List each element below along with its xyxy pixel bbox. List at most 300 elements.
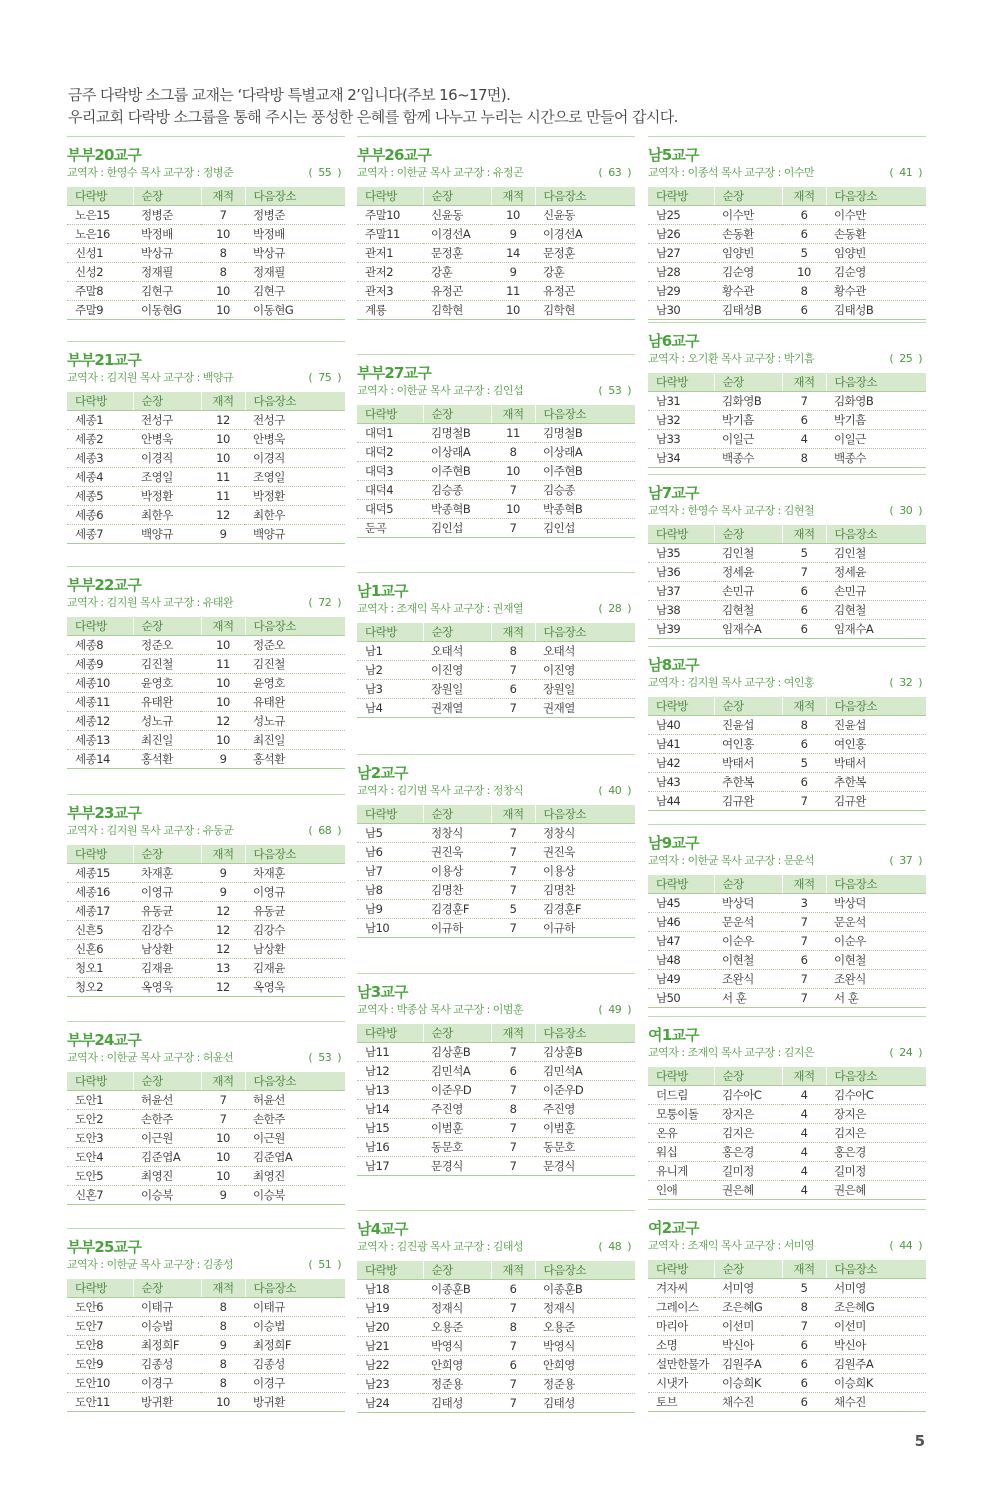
table-cell: 4: [782, 429, 826, 448]
table-cell: 7: [491, 1080, 535, 1099]
table-cell: 김종성: [133, 1354, 201, 1373]
table-row: [648, 410, 926, 429]
district-title: 부부20교구: [67, 146, 142, 164]
table-cell: 7: [782, 391, 826, 410]
table-cell: 권은혜: [826, 1180, 926, 1199]
table-cell: 7: [201, 1109, 245, 1128]
table-cell: 김경훈F: [535, 899, 635, 918]
table-cell: 5: [782, 543, 826, 562]
table-cell: 이경직: [133, 448, 201, 467]
table-cell: 황수관: [826, 281, 926, 300]
table-cell: 남37: [648, 581, 714, 600]
table-cell: 정재식: [423, 1298, 491, 1317]
table-cell: 7: [491, 660, 535, 679]
table-cell: 백종수: [714, 448, 782, 467]
table-row: [357, 1099, 635, 1118]
column-header: 재적: [782, 373, 826, 391]
table-cell: 10: [201, 673, 245, 692]
table-cell: 유정곤: [423, 281, 491, 300]
table-cell: 12: [201, 939, 245, 958]
table-cell: 박종혁B: [535, 499, 635, 518]
table-cell: 남40: [648, 715, 714, 734]
page-number: 5: [914, 1432, 925, 1450]
table-cell: 주말11: [357, 224, 423, 243]
table-cell: 8: [491, 442, 535, 461]
table-row: [67, 1090, 345, 1109]
district-table: [67, 1072, 345, 1205]
table-cell: 이상래A: [535, 442, 635, 461]
table-cell: 8: [201, 1316, 245, 1335]
table-cell: 정세윤: [826, 562, 926, 581]
district-group: [648, 824, 926, 1008]
table-cell: 6: [782, 772, 826, 791]
table-cell: 박상덕: [826, 893, 926, 912]
table-cell: 도안7: [67, 1316, 133, 1335]
table-cell: 12: [201, 410, 245, 429]
district-group: [67, 341, 345, 544]
table-cell: 안희영: [423, 1355, 491, 1374]
table-row: [357, 1374, 635, 1393]
column-header: 재적: [201, 1279, 245, 1297]
table-row: [357, 842, 635, 861]
table-row: [357, 461, 635, 480]
district-title: 여2교구: [648, 1219, 699, 1237]
district-title: 여1교구: [648, 1026, 699, 1044]
table-cell: 8: [201, 243, 245, 262]
table-row: [648, 543, 926, 562]
table-cell: 청오2: [67, 977, 133, 996]
table-cell: 조완식: [714, 969, 782, 988]
table-cell: 권은혜: [714, 1180, 782, 1199]
table-cell: 10: [491, 300, 535, 319]
table-cell: 조은혜G: [826, 1297, 926, 1316]
table-cell: 이동현G: [245, 300, 345, 319]
district-total: ( 32 ): [889, 676, 922, 689]
table-cell: 김인섭: [535, 518, 635, 537]
table-cell: 노은16: [67, 224, 133, 243]
table-row: [648, 1392, 926, 1411]
table-cell: 10: [782, 262, 826, 281]
district-staff: 교역자 : 김지원 목사 교구장 : 백양규: [67, 371, 234, 384]
district-info: [357, 1239, 635, 1255]
table-cell: 9: [201, 882, 245, 901]
table-cell: 10: [201, 224, 245, 243]
table-cell: 김규완: [714, 791, 782, 810]
table-cell: 14: [491, 243, 535, 262]
table-row: [648, 912, 926, 931]
table-cell: 계룡: [357, 300, 423, 319]
column-header: 다락방: [648, 373, 714, 391]
table-cell: 6: [782, 734, 826, 753]
district-total: ( 68 ): [308, 824, 341, 837]
table-cell: 진윤섭: [826, 715, 926, 734]
table-cell: 윤영호: [133, 673, 201, 692]
table-cell: 홍은경: [714, 1142, 782, 1161]
district-title: 부부25교구: [67, 1238, 142, 1256]
table-header-row: [648, 373, 926, 391]
table-cell: 유태완: [133, 692, 201, 711]
table-cell: 남28: [648, 262, 714, 281]
table-cell: 김학현: [423, 300, 491, 319]
table-cell: 도안11: [67, 1392, 133, 1411]
table-cell: 남8: [357, 880, 423, 899]
district-info: [648, 1238, 926, 1254]
table-cell: 장원일: [535, 679, 635, 698]
table-cell: 손민규: [714, 581, 782, 600]
table-header-row: [67, 617, 345, 635]
district-info: [67, 823, 345, 839]
table-cell: 채수진: [714, 1392, 782, 1411]
table-cell: 6: [491, 1061, 535, 1080]
table-cell: 이진영: [535, 660, 635, 679]
table-cell: 박태서: [714, 753, 782, 772]
table-cell: 유동균: [245, 901, 345, 920]
table-cell: 남22: [357, 1355, 423, 1374]
table-cell: 10: [201, 635, 245, 654]
district-table: [67, 617, 345, 769]
district-staff: 교역자 : 조재익 목사 교구장 : 김지은: [648, 1046, 815, 1059]
table-cell: 서미영: [714, 1278, 782, 1297]
district-title: 남6교구: [648, 332, 699, 350]
district-table: [648, 525, 926, 639]
column-header: 다음장소: [826, 525, 926, 543]
table-cell: 권진욱: [535, 842, 635, 861]
district-table: [67, 187, 345, 320]
table-cell: 남11: [357, 1042, 423, 1061]
column-header: 순장: [714, 875, 782, 893]
table-cell: 이준우D: [535, 1080, 635, 1099]
table-cell: 남10: [357, 918, 423, 937]
table-cell: 7: [201, 1090, 245, 1109]
table-cell: 박정환: [133, 486, 201, 505]
district-group: [67, 1021, 345, 1205]
district-table: [357, 805, 635, 938]
district-group: [357, 354, 635, 538]
table-cell: 세종2: [67, 429, 133, 448]
district-total: ( 48 ): [598, 1240, 631, 1253]
table-cell: 길미정: [826, 1161, 926, 1180]
table-cell: 세종14: [67, 749, 133, 768]
table-row: [357, 641, 635, 660]
table-row: [357, 262, 635, 281]
table-row: [67, 882, 345, 901]
table-cell: 세종4: [67, 467, 133, 486]
column-header: 다음장소: [826, 187, 926, 205]
table-cell: 이승법: [133, 1316, 201, 1335]
table-cell: 홍석환: [133, 749, 201, 768]
table-cell: 김명찬: [423, 880, 491, 899]
table-cell: 8: [782, 715, 826, 734]
table-row: [67, 1354, 345, 1373]
column-header: 순장: [714, 1260, 782, 1278]
table-cell: 7: [782, 912, 826, 931]
table-cell: 이경선A: [535, 224, 635, 243]
table-cell: 박기흠: [826, 410, 926, 429]
table-cell: 10: [201, 281, 245, 300]
column-header: 다락방: [67, 392, 133, 410]
column-header: 재적: [201, 1072, 245, 1090]
table-cell: 주진영: [423, 1099, 491, 1118]
table-cell: 남33: [648, 429, 714, 448]
table-cell: 추한복: [714, 772, 782, 791]
column-header: 재적: [201, 617, 245, 635]
table-row: [648, 1180, 926, 1199]
table-cell: 6: [782, 205, 826, 224]
table-row: [648, 562, 926, 581]
district-info: [357, 1002, 635, 1018]
table-row: [648, 243, 926, 262]
table-row: [648, 931, 926, 950]
district-staff: 교역자 : 이한균 목사 교구장 : 유정곤: [357, 166, 524, 179]
column-header: 다음장소: [245, 392, 345, 410]
table-cell: 최영진: [245, 1166, 345, 1185]
district-total: ( 53 ): [308, 1051, 341, 1064]
district-info: [648, 165, 926, 181]
table-cell: 유정곤: [535, 281, 635, 300]
table-cell: 박종혁B: [423, 499, 491, 518]
table-row: [648, 1335, 926, 1354]
table-row: [67, 1392, 345, 1411]
table-cell: 신혼7: [67, 1185, 133, 1204]
table-cell: 토브: [648, 1392, 714, 1411]
table-cell: 12: [201, 920, 245, 939]
table-cell: 김준엽A: [133, 1147, 201, 1166]
table-cell: 10: [201, 1147, 245, 1166]
table-header-row: [648, 697, 926, 715]
table-cell: 이승희K: [826, 1373, 926, 1392]
table-cell: 9: [201, 863, 245, 882]
table-cell: 김인철: [714, 543, 782, 562]
table-cell: 김수아C: [826, 1085, 926, 1104]
table-cell: 이일근: [714, 429, 782, 448]
district-info: [67, 1257, 345, 1273]
table-cell: 남45: [648, 893, 714, 912]
table-row: [357, 205, 635, 224]
column-header: 순장: [133, 1072, 201, 1090]
table-cell: 이상래A: [423, 442, 491, 461]
column-header: 다락방: [357, 405, 423, 423]
district-table: [648, 875, 926, 1008]
column-header: 다음장소: [826, 697, 926, 715]
district-title: 부부26교구: [357, 146, 432, 164]
column-header: 다음장소: [245, 187, 345, 205]
table-cell: 김현철: [714, 600, 782, 619]
table-row: [357, 1137, 635, 1156]
table-cell: 김순영: [826, 262, 926, 281]
table-row: [648, 281, 926, 300]
table-cell: 남16: [357, 1137, 423, 1156]
table-cell: 안병욱: [133, 429, 201, 448]
table-cell: 세종10: [67, 673, 133, 692]
district-table: [648, 697, 926, 811]
table-cell: 김태성B: [714, 300, 782, 319]
table-cell: 7: [782, 931, 826, 950]
table-cell: 장원일: [423, 679, 491, 698]
table-cell: 추한복: [826, 772, 926, 791]
table-cell: 남15: [357, 1118, 423, 1137]
district-staff: 교역자 : 이한균 목사 교구장 : 김종성: [67, 1258, 234, 1271]
district-title: 부부24교구: [67, 1031, 142, 1049]
table-cell: 관저1: [357, 243, 423, 262]
table-cell: 도안3: [67, 1128, 133, 1147]
table-cell: 김승종: [535, 480, 635, 499]
table-cell: 7: [491, 698, 535, 717]
table-row: [67, 1166, 345, 1185]
table-cell: 남47: [648, 931, 714, 950]
table-row: [648, 772, 926, 791]
table-cell: 4: [782, 1123, 826, 1142]
table-cell: 권재열: [535, 698, 635, 717]
table-cell: 최한우: [133, 505, 201, 524]
table-cell: 최진일: [133, 730, 201, 749]
table-cell: 남27: [648, 243, 714, 262]
table-cell: 차재훈: [133, 863, 201, 882]
table-cell: 문운석: [826, 912, 926, 931]
column-header: 다음장소: [245, 1279, 345, 1297]
table-row: [357, 880, 635, 899]
table-cell: 7: [491, 842, 535, 861]
table-cell: 정재식: [535, 1298, 635, 1317]
table-cell: 마리아: [648, 1316, 714, 1335]
table-cell: 오태석: [535, 641, 635, 660]
table-row: [648, 1161, 926, 1180]
table-cell: 남44: [648, 791, 714, 810]
table-cell: 김명철B: [535, 423, 635, 442]
table-cell: 11: [201, 654, 245, 673]
district-group: [357, 572, 635, 718]
table-cell: 남46: [648, 912, 714, 931]
district-group: [357, 754, 635, 938]
table-cell: 진윤섭: [714, 715, 782, 734]
table-cell: 그레이스: [648, 1297, 714, 1316]
table-cell: 김강수: [133, 920, 201, 939]
table-cell: 김수아C: [714, 1085, 782, 1104]
table-cell: 세종5: [67, 486, 133, 505]
table-cell: 김순영: [714, 262, 782, 281]
column-header: 재적: [491, 805, 535, 823]
table-header-row: [357, 1261, 635, 1279]
table-cell: 홍은경: [826, 1142, 926, 1161]
table-cell: 7: [491, 823, 535, 842]
table-row: [648, 1373, 926, 1392]
table-row: [67, 205, 345, 224]
table-cell: 온유: [648, 1123, 714, 1142]
table-cell: 11: [491, 281, 535, 300]
table-cell: 유태완: [245, 692, 345, 711]
table-cell: 손동환: [714, 224, 782, 243]
column-header: 다음장소: [535, 1024, 635, 1042]
table-cell: 김현철: [826, 600, 926, 619]
district-table: [357, 187, 635, 320]
table-cell: 박상규: [245, 243, 345, 262]
column-header: 순장: [423, 187, 491, 205]
table-cell: 청오1: [67, 958, 133, 977]
table-cell: 6: [491, 1279, 535, 1298]
table-cell: 7: [491, 518, 535, 537]
table-cell: 이근원: [245, 1128, 345, 1147]
district-info: [648, 351, 926, 367]
table-cell: 12: [201, 505, 245, 524]
table-row: [67, 711, 345, 730]
column-header: 순장: [133, 845, 201, 863]
column-header: 다락방: [648, 1067, 714, 1085]
table-cell: 둔곡: [357, 518, 423, 537]
table-cell: 10: [201, 1128, 245, 1147]
table-cell: 박기흠: [714, 410, 782, 429]
column-header: 순장: [714, 1067, 782, 1085]
table-row: [67, 300, 345, 319]
table-cell: 김명찬: [535, 880, 635, 899]
district-staff: 교역자 : 이한균 목사 교구장 : 김인섭: [357, 384, 524, 397]
table-cell: 신윤동: [535, 205, 635, 224]
column-header: 다음장소: [826, 373, 926, 391]
table-cell: 오용준: [535, 1317, 635, 1336]
table-cell: 이순우: [826, 931, 926, 950]
table-cell: 남2: [357, 660, 423, 679]
intro-line-2: 우리교회 다락방 소그룹을 통해 주시는 풍성한 은혜를 함께 나누고 누리는 시간으로 만들어 갑시다.: [68, 108, 678, 126]
table-cell: 김상훈B: [535, 1042, 635, 1061]
table-row: [648, 581, 926, 600]
table-row: [357, 300, 635, 319]
table-cell: 도안10: [67, 1373, 133, 1392]
table-cell: 8: [782, 281, 826, 300]
table-row: [67, 901, 345, 920]
table-cell: 남24: [357, 1393, 423, 1412]
district-info: [357, 783, 635, 799]
table-cell: 문정훈: [423, 243, 491, 262]
district-total: ( 49 ): [598, 1003, 631, 1016]
table-cell: 10: [201, 692, 245, 711]
table-cell: 남18: [357, 1279, 423, 1298]
table-cell: 8: [491, 641, 535, 660]
table-cell: 이영규: [245, 882, 345, 901]
table-row: [67, 243, 345, 262]
district-group: [648, 1209, 926, 1412]
table-cell: 이종훈B: [535, 1279, 635, 1298]
table-cell: 4: [782, 1142, 826, 1161]
district-title: 남3교구: [357, 983, 408, 1001]
column-header: 다락방: [67, 845, 133, 863]
table-cell: 이경구: [245, 1373, 345, 1392]
table-cell: 이선미: [826, 1316, 926, 1335]
district-info: [648, 853, 926, 869]
table-header-row: [67, 392, 345, 410]
table-cell: 6: [782, 224, 826, 243]
table-cell: 이일근: [826, 429, 926, 448]
district-staff: 교역자 : 김지원 목사 교구장 : 여인홍: [648, 676, 815, 689]
table-cell: 신혼6: [67, 939, 133, 958]
column-header: 순장: [423, 1024, 491, 1042]
table-cell: 10: [201, 429, 245, 448]
column-header: 재적: [201, 392, 245, 410]
table-row: [67, 1147, 345, 1166]
table-row: [357, 518, 635, 537]
table-cell: 10: [201, 1166, 245, 1185]
table-row: [357, 679, 635, 698]
table-cell: 김인섭: [423, 518, 491, 537]
table-row: [648, 600, 926, 619]
table-cell: 5: [782, 243, 826, 262]
table-row: [67, 1373, 345, 1392]
table-cell: 정병준: [245, 205, 345, 224]
table-cell: 9: [201, 749, 245, 768]
table-cell: 7: [491, 1137, 535, 1156]
table-cell: 6: [782, 950, 826, 969]
table-cell: 남26: [648, 224, 714, 243]
table-cell: 세종9: [67, 654, 133, 673]
table-row: [67, 654, 345, 673]
table-cell: 3: [782, 893, 826, 912]
